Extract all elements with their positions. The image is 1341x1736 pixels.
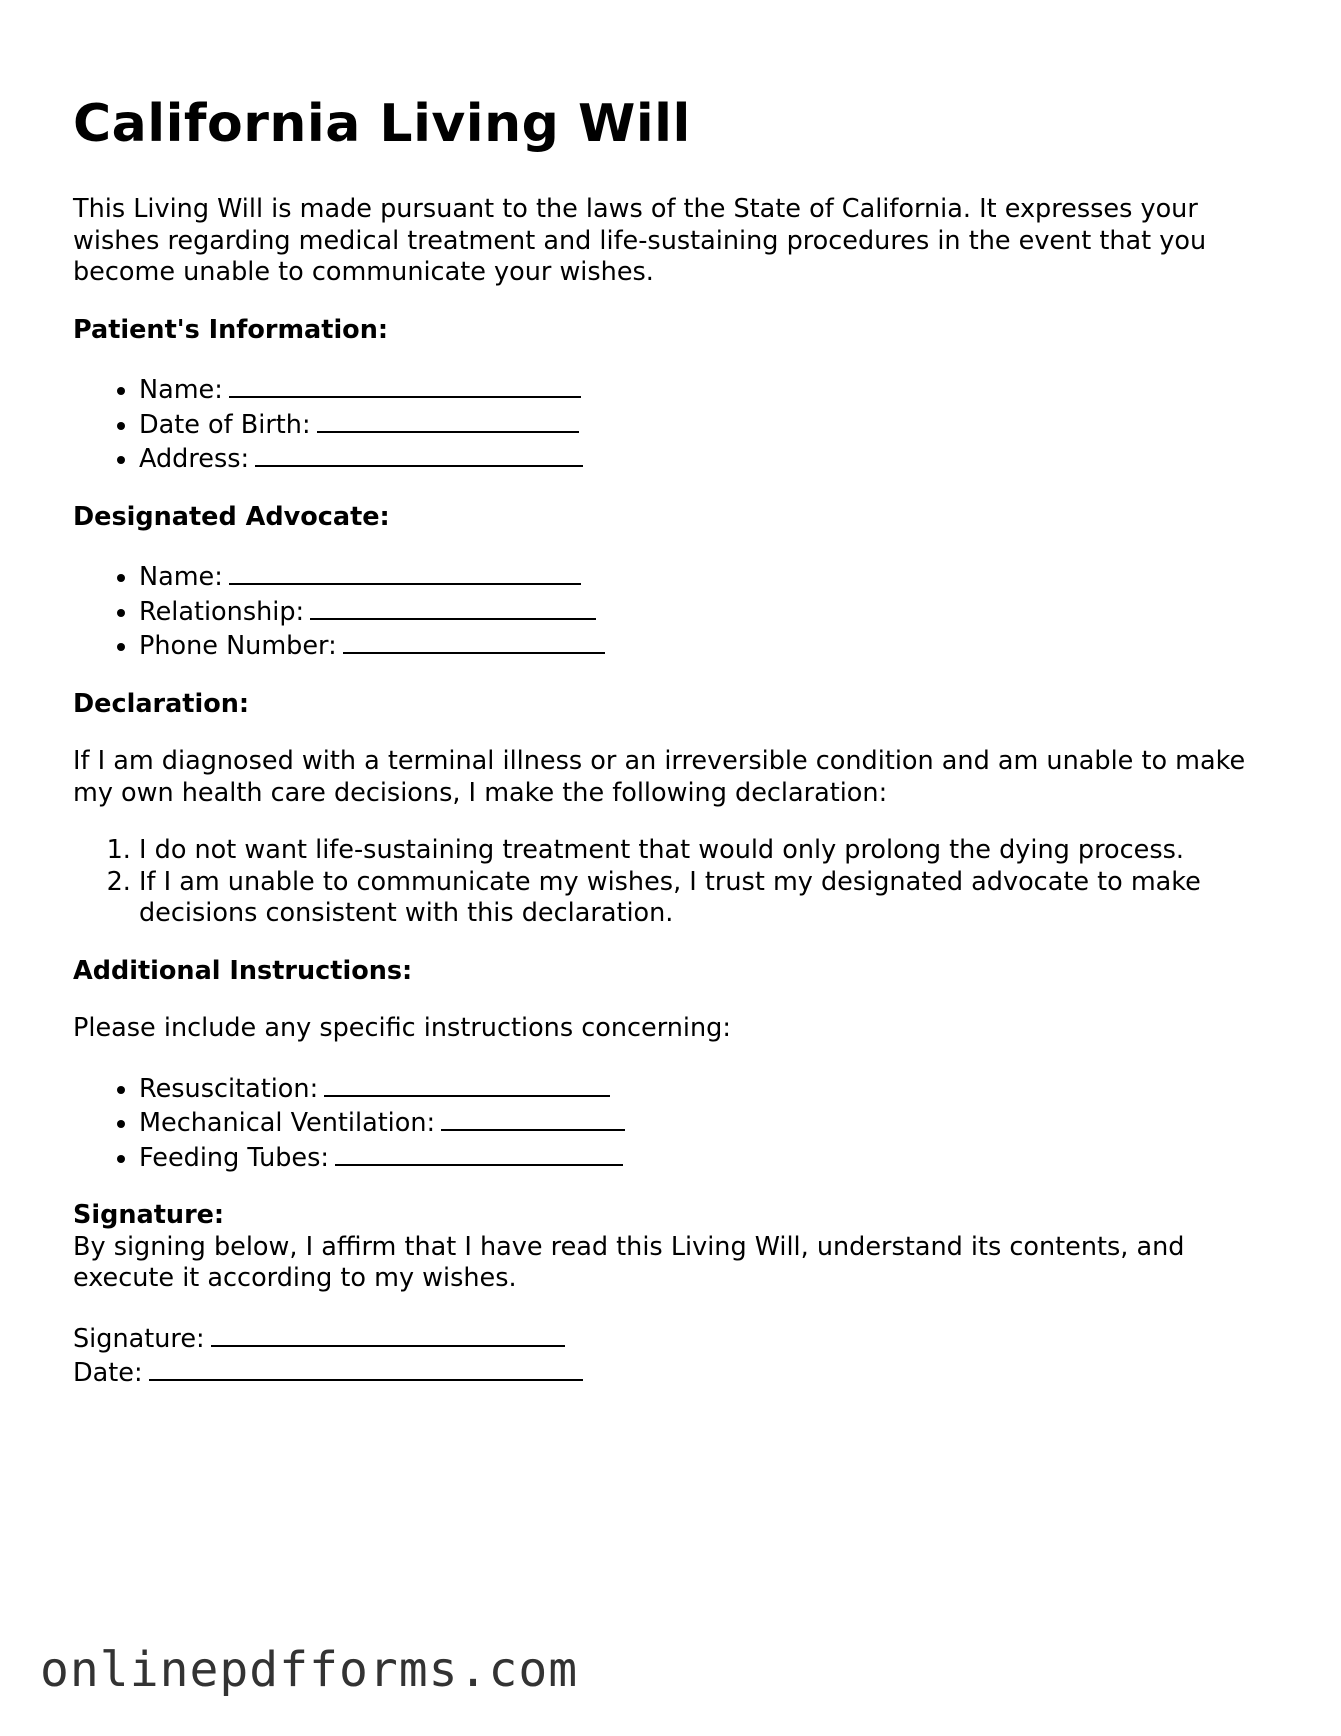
advocate-heading: Designated Advocate:: [73, 501, 390, 532]
blank-line[interactable]: [335, 1140, 623, 1166]
additional-heading: Additional Instructions:: [73, 955, 413, 986]
blank-line[interactable]: [310, 594, 596, 620]
declaration-heading: Declaration:: [73, 688, 250, 719]
blank-line[interactable]: [324, 1071, 610, 1097]
intro-paragraph: This Living Will is made pursuant to the laws of the State of California. It expresses your wishes regarding medical treatment and life-sustaining procedures in the event that you become unable to communicate your wishes.: [73, 194, 1207, 287]
signature-text: By signing below, I affirm that I have read this Living Will, understand its contents, and execute it according to my wishes.: [73, 1231, 1185, 1293]
patient-fields: [73, 372, 1273, 476]
watermark: onlinepdfforms.com: [40, 1642, 579, 1698]
blank-line[interactable]: [317, 407, 579, 433]
blank-line[interactable]: [149, 1355, 583, 1381]
advocate-name-field[interactable]: • Name:: [139, 559, 1273, 594]
feeding-tubes-field[interactable]: • Feeding Tubes:: [139, 1140, 1273, 1175]
declaration-list: [73, 835, 1273, 930]
blank-line[interactable]: [229, 559, 581, 585]
blank-line[interactable]: [343, 628, 605, 654]
declaration-text: If I am diagnosed with a terminal illness or an irreversible condition and am unable to make my own health care decisions, I make the following declaration:: [73, 746, 1246, 808]
blank-line[interactable]: [441, 1105, 625, 1131]
advocate-phone-field[interactable]: • Phone Number:: [139, 628, 1273, 663]
advocate-fields: [73, 559, 1273, 663]
additional-fields: [73, 1071, 1273, 1175]
ventilation-field[interactable]: • Mechanical Ventilation:: [139, 1105, 1273, 1140]
document: [73, 92, 1273, 1390]
patient-address-field[interactable]: • Address:: [139, 441, 1273, 476]
blank-line[interactable]: [229, 372, 581, 398]
additional-text: Please include any specific instructions concerning:: [73, 1013, 731, 1043]
patient-heading: Patient's Information:: [73, 314, 389, 345]
signature-heading: Signature:: [73, 1200, 225, 1230]
signature-field[interactable]: Signature:: [73, 1321, 1273, 1356]
declaration-item: 2. If I am unable to communicate my wishes, I trust my designated advocate to make decisions consistent with this declaration.: [139, 867, 1273, 930]
patient-dob-field[interactable]: • Date of Birth:: [139, 407, 1273, 442]
declaration-item: 1. I do not want life-sustaining treatment that would only prolong the dying process.: [139, 835, 1273, 867]
resuscitation-field[interactable]: • Resuscitation:: [139, 1071, 1273, 1106]
page-title: California Living Will: [73, 94, 691, 154]
blank-line[interactable]: [211, 1321, 565, 1347]
advocate-relationship-field[interactable]: • Relationship:: [139, 594, 1273, 629]
date-field[interactable]: Date:: [73, 1355, 1273, 1390]
patient-name-field[interactable]: • Name:: [139, 372, 1273, 407]
blank-line[interactable]: [255, 441, 583, 467]
